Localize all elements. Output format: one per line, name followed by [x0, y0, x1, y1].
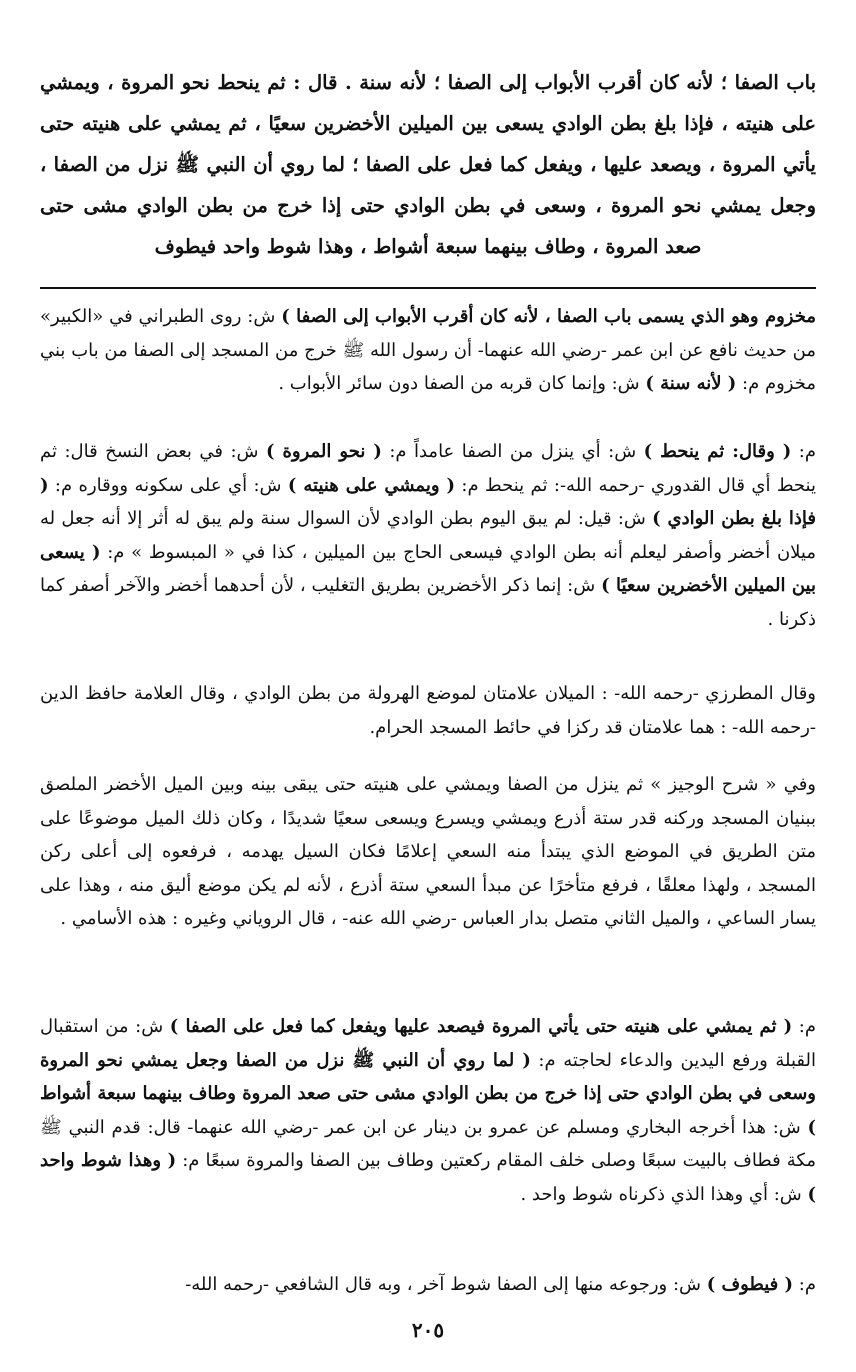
commentary-text: ش: أي ينزل من الصفا عامداً م:: [381, 441, 644, 462]
commentary-paragraph-1: [40, 300, 816, 401]
matn-quote: ( نحو المروة ): [265, 441, 382, 462]
commentary-text: ش: أي على سكونه ووقاره م:: [48, 474, 288, 496]
commentary-text: ش: روى الطبراني في «الكبير» من حديث نافع عن ابن عمر -رضي الله عنهما- أن رسول الله ﷺ خرج من المسجد إلى الصفا من باب بني مخزوم م:: [40, 306, 816, 394]
matn-quote: ( يسعى بين الميلين الأخضرين سعيًا ): [40, 541, 816, 596]
matn-quote: ( فإذا بلغ بطن الوادي ): [40, 474, 816, 529]
matn-quote: ( وهذا شوط واحد ): [40, 1150, 816, 1205]
matn-quote: ( وقال: ثم ينحط ): [643, 441, 792, 462]
matn-quote: ( لما روي أن النبي ﷺ نزل من الصفا وجعل يمشي نحو المروة وسعى في بطن الوادي حتى إذا خرج من بطن الوادي مشى حتى صعد المروة وطاف بينهما سبعة أشواط ): [40, 1049, 816, 1138]
commentary-text: ش: قيل: لم يبق اليوم بطن الوادي لأن السوال سنة ولم يبق له أثر إلا أنه جعل له ميلان أخضر وأصفر ليعلم أنه بطن الوادي فيسعى الحاج بين الميلين ، كذا في « المبسوط » م:: [40, 508, 816, 563]
commentary-paragraph-4: وفي « شرح الوجيز » ثم ينزل من الصفا ويمشي على هنيته حتى يبقى بينه وبين الميل الأخضر الملصق ببنيان المسجد وركنه قدر ستة أذرع ويمشي ويسرع ويسعى سعيًا شديدًا ، وكان ذلك الميل موضوعًا على متن الطريق في الموضع الذي يبتدأ منه السعي إعلامًا فكان السيل يهدمه ، فرفعوه إلى أعلى ركن المسجد ، ولهذا معلقًا ، فرفع متأخرًا عن مبدأ السعي ستة أذرع ، لأنه لم يكن موضع أليق منه ، وهذا على يسار الساعي ، والميل الثاني متصل بدار العباس -رضي الله عنه- ، قال الروياني وغيره : هذه الأسامي .: [40, 774, 816, 929]
separator-rule: [40, 287, 816, 289]
commentary-paragraph-5: [40, 1010, 816, 1211]
commentary-text: ش: وإنما كان قربه من الصفا دون سائر الأبواب .: [278, 373, 646, 394]
matn-quote: ( لأنه سنة ): [645, 373, 737, 394]
commentary-text: م:: [793, 1274, 816, 1295]
commentary-text: ش: أي وهذا الذي ذكرناه شوط واحد .: [520, 1183, 808, 1205]
matn-text: باب الصفا ؛ لأنه كان أقرب الأبواب إلى الصفا ؛ لأنه سنة . قال : ثم ينحط نحو المروة ، ويمشي على هنيته ، فإذا بلغ بطن الوادي يسعى بين الميلين الأخضرين سعيًا ، ثم يمشي على هنيته حتى يأتي المروة ، ويصعد عليها ، ويفعل كما فعل على الصفا ؛ لما روي أن النبي ﷺ نزل من الصفا ، وجعل يمشي نحو المروة ، وسعى في بطن الوادي حتى إذا خرج من بطن الوادي مشى حتى صعد المروة ، وطاف بينهما سبعة أشواط ، وهذا شوط واحد فيطوف: [40, 71, 816, 258]
commentary-paragraph-2: [40, 435, 816, 636]
commentary-text: ش: من استقبال القبلة ورفع اليدين والدعاء لحاجته م:: [40, 1016, 816, 1071]
matn-quote: ( فيطوف ): [706, 1274, 794, 1295]
commentary-text: ش: ورجوعه منها إلى الصفا شوط آخر ، وبه قال الشافعي -رحمه الله-: [185, 1274, 707, 1295]
commentary-text: م:: [791, 441, 816, 462]
matn-quote: ( ثم يمشي على هنيته حتى يأتي المروة فيصعد عليها ويفعل كما فعل على الصفا ): [169, 1016, 793, 1037]
commentary-text: ش: إنما ذكر الأخضرين بطريق التغليب ، لأن أحدهما أخضر والآخر أصفر كما ذكرنا .: [40, 575, 816, 630]
commentary-text: م:: [792, 1016, 816, 1037]
page-number: ٢٠٥: [411, 1318, 445, 1342]
matn-quote: مخزوم وهو الذي يسمى باب الصفا ، لأنه كان أقرب الأبواب إلى الصفا ): [281, 306, 816, 327]
commentary-paragraph-3: وقال المطرزي -رحمه الله- : الميلان علامتان لموضع الهرولة من بطن الوادي ، وقال العلامة حافظ الدين -رحمه الله- : هما علامتان قد ركزا في حائط المسجد الحرام.: [40, 683, 816, 738]
commentary-paragraph-6: [40, 1268, 816, 1302]
matn-quote: ( ويمشي على هنيته ): [287, 474, 455, 496]
commentary-text: ش: هذا أخرجه البخاري ومسلم عن عمرو بن دينار عن ابن عمر -رضي الله عنهما- قال: قدم النبي ﷺ مكة فطاف بالبيت سبعًا وصلى خلف المقام ركعتين وطاف بين الصفا والمروة سبعًا م:: [40, 1116, 816, 1171]
commentary-text: ش: في بعض النسخ قال: ثم ينحط أي قال القدوري -رحمه الله-: ثم ينحط م:: [40, 441, 816, 496]
